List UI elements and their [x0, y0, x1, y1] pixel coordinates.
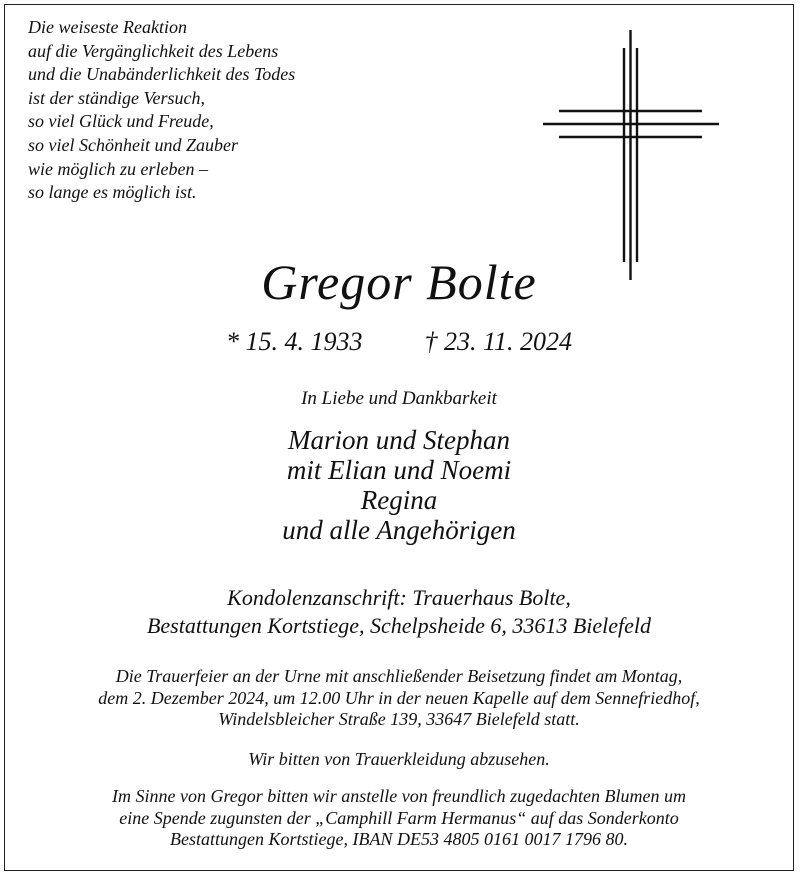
death-date: † 23. 11. 2024	[424, 327, 573, 356]
donation-notice	[4, 786, 794, 851]
poem-line: so lange es möglich ist.	[28, 182, 197, 203]
family-line: und alle Angehörigen	[282, 515, 516, 545]
poem-line: so viel Glück und Freude,	[28, 111, 214, 132]
birth-date: * 15. 4. 1933	[225, 327, 363, 356]
donation-line: Bestattungen Kortstiege, IBAN DE53 4805 0161 0017 1796 80.	[170, 829, 628, 849]
life-dates	[4, 326, 794, 358]
family-line: Regina	[360, 485, 438, 515]
address-line: Kondolenzanschrift: Trauerhaus Bolte,	[227, 585, 571, 610]
poem-line: Die weiseste Reaktion	[28, 17, 187, 37]
family-line: Marion und Stephan	[288, 425, 510, 455]
dedication: In Liebe und Dankbarkeit	[301, 388, 497, 409]
deceased-name: Gregor Bolte	[261, 254, 537, 310]
condolence-address	[4, 584, 794, 640]
funeral-line: Die Trauerfeier an der Urne mit anschließender Beisetzung findet am Montag,	[115, 666, 683, 686]
donation-line: Im Sinne von Gregor bitten wir anstelle von freundlich zugedachten Blumen um	[111, 786, 687, 806]
attire-note: Wir bitten von Trauerkleidung abzusehen.	[248, 749, 550, 769]
poem-line: ist der ständige Versuch,	[28, 87, 205, 108]
poem-line: und die Unabänderlichkeit des Todes	[28, 64, 296, 85]
funeral-line: Windelsbleicher Straße 139, 33647 Bielefeld statt.	[218, 709, 580, 729]
poem-line: so viel Schönheit und Zauber	[28, 134, 238, 155]
poem-line: wie möglich zu erleben –	[28, 158, 208, 179]
family-line: mit Elian und Noemi	[286, 455, 512, 485]
donation-line: eine Spende zugunsten der „Camphill Farm Hermanus“ auf das Sonderkonto	[119, 807, 679, 828]
family-list	[4, 425, 794, 545]
funeral-line: dem 2. Dezember 2024, um 12.00 Uhr in der neuen Kapelle auf dem Sennefriedhof,	[98, 687, 700, 708]
poem-line: auf die Vergänglichkeit des Lebens	[28, 40, 279, 61]
funeral-notice	[4, 666, 794, 731]
address-line: Bestattungen Kortstiege, Schelpsheide 6, 33613 Bielefeld	[146, 613, 652, 638]
